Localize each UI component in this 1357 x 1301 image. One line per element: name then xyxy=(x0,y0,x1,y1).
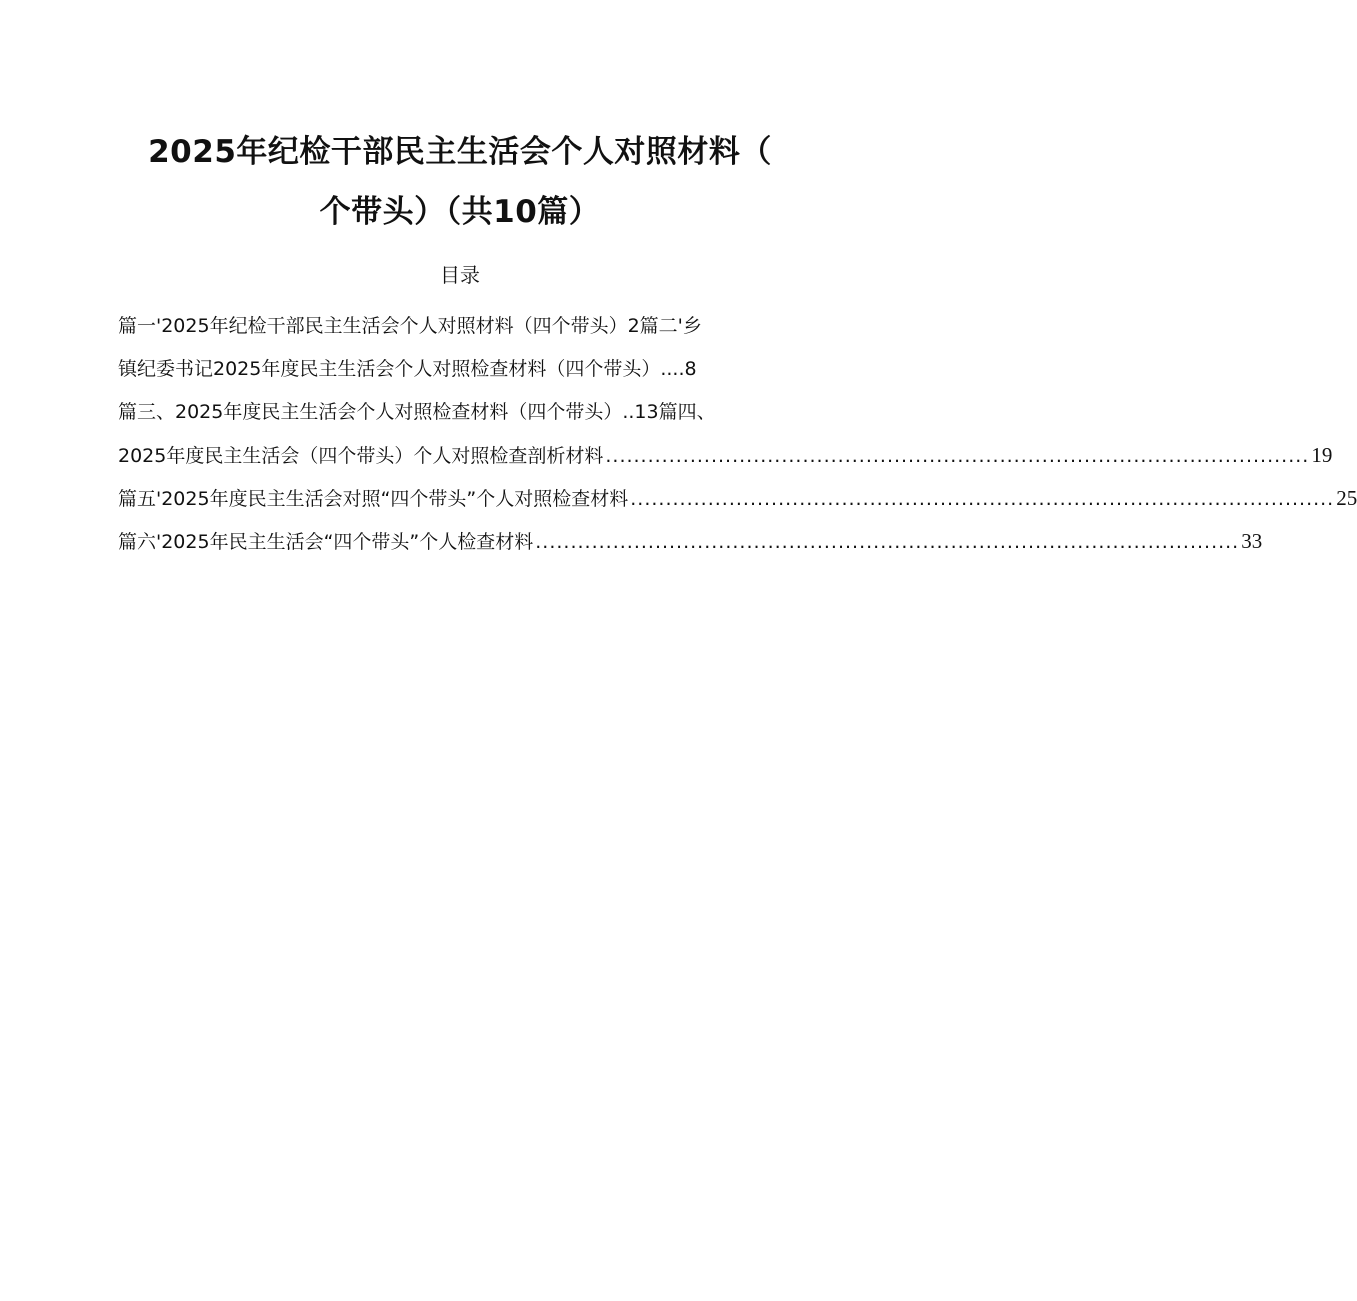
toc-page-number: 25 xyxy=(1336,486,1357,510)
toc-leader-dots: .................................................................................................... xyxy=(630,488,1335,510)
toc-entry-text: 篇六'2025年民主生活会“四个带头”个人检查材料 xyxy=(118,531,534,553)
toc-line-text: 镇纪委书记2025年度民主生活会个人对照检查材料（四个带头）....8 xyxy=(118,358,697,380)
toc-line[interactable] xyxy=(118,312,821,340)
toc-line-text: 篇三、2025年度民主生活会个人对照检查材料（四个带头）..13篇四、 xyxy=(118,401,716,423)
toc-leader-dots: .................................................................................................... xyxy=(605,445,1310,467)
toc-entry-text: 篇五'2025年度民主生活会对照“四个带头”个人对照检查材料 xyxy=(118,488,629,510)
document-title-line-2: 个带头）（共10篇） xyxy=(319,194,601,230)
toc-entry[interactable] xyxy=(118,484,1357,512)
toc-heading: 目录 xyxy=(440,263,480,287)
toc-leader-dots: .................................................................................................... xyxy=(535,531,1240,553)
document-title-line-1: 2025年纪检干部民主生活会个人对照材料（ xyxy=(148,134,772,170)
toc-page-number: 19 xyxy=(1311,443,1333,467)
toc-entry[interactable] xyxy=(118,441,1333,469)
toc-line[interactable] xyxy=(118,398,821,426)
toc-entry-text: 2025年度民主生活会（四个带头）个人对照检查剖析材料 xyxy=(118,445,604,467)
toc-line[interactable] xyxy=(118,355,821,383)
toc-entry[interactable] xyxy=(118,527,1263,555)
toc-page-number: 33 xyxy=(1241,529,1263,553)
toc-line-text: 篇一'2025年纪检干部民主生活会个人对照材料（四个带头）2篇二'乡 xyxy=(118,315,702,337)
